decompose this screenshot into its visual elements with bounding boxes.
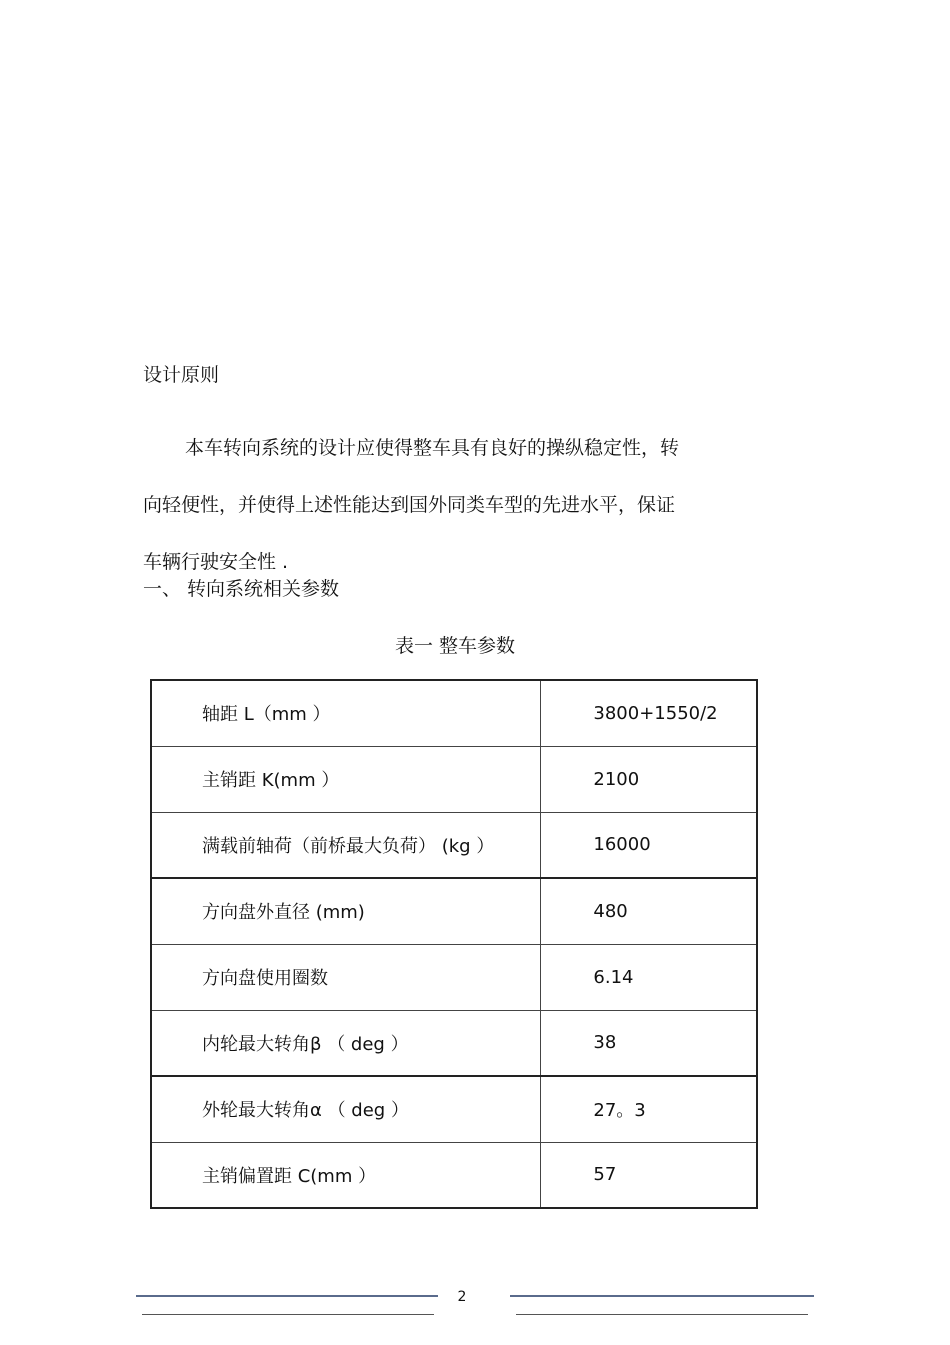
table-row: [151, 1010, 757, 1076]
param-name-cell: 主销距 K(mm ）: [151, 746, 541, 812]
param-value-cell: 6.14: [541, 944, 757, 1010]
table-row: [151, 1076, 757, 1142]
table-row: [151, 812, 757, 878]
table-row: [151, 746, 757, 812]
param-value-cell: 27。3: [541, 1076, 757, 1142]
vehicle-parameters-table: [150, 679, 758, 1209]
param-value-cell: 38: [541, 1010, 757, 1076]
param-name-cell: 外轮最大转角α （ deg ）: [151, 1076, 541, 1142]
table-caption: 表一 整车参数: [394, 635, 516, 657]
table-row: [151, 1142, 757, 1208]
param-name-cell: 方向盘使用圈数: [151, 944, 541, 1010]
table-row: [151, 878, 757, 944]
param-name-cell: 满载前轴荷（前桥最大负荷） (kg ）: [151, 812, 541, 878]
table-row: [151, 944, 757, 1010]
param-name-cell: 方向盘外直径 (mm): [151, 878, 541, 944]
footer-rule-left-lower: [142, 1314, 434, 1315]
section-title: 设计原则: [143, 364, 220, 386]
table-row: [151, 680, 757, 746]
body-paragraph: [143, 420, 743, 591]
footer-rule-right-upper: [510, 1295, 814, 1297]
param-value-cell: 57: [541, 1142, 757, 1208]
paragraph-line-3: 车辆行驶安全性 .: [143, 551, 289, 573]
param-name-cell: 轴距 L（mm ）: [151, 680, 541, 746]
paragraph-line-1: 本车转向系统的设计应使得整车具有良好的操纵稳定性，转: [185, 437, 680, 459]
param-name-cell: 内轮最大转角β （ deg ）: [151, 1010, 541, 1076]
page-number: 2: [457, 1289, 467, 1305]
heading-steering-parameters: 一、 转向系统相关参数: [143, 578, 340, 600]
param-value-cell: 2100: [541, 746, 757, 812]
paragraph-line-2: 向轻便性，并使得上述性能达到国外同类车型的先进水平，保证: [143, 494, 676, 516]
param-value-cell: 480: [541, 878, 757, 944]
param-name-cell: 主销偏置距 C(mm ）: [151, 1142, 541, 1208]
page-footer: [0, 1285, 950, 1325]
param-value-cell: 3800+1550/2: [541, 680, 757, 746]
footer-rule-left-upper: [136, 1295, 438, 1297]
footer-rule-right-lower: [516, 1314, 808, 1315]
param-value-cell: 16000: [541, 812, 757, 878]
